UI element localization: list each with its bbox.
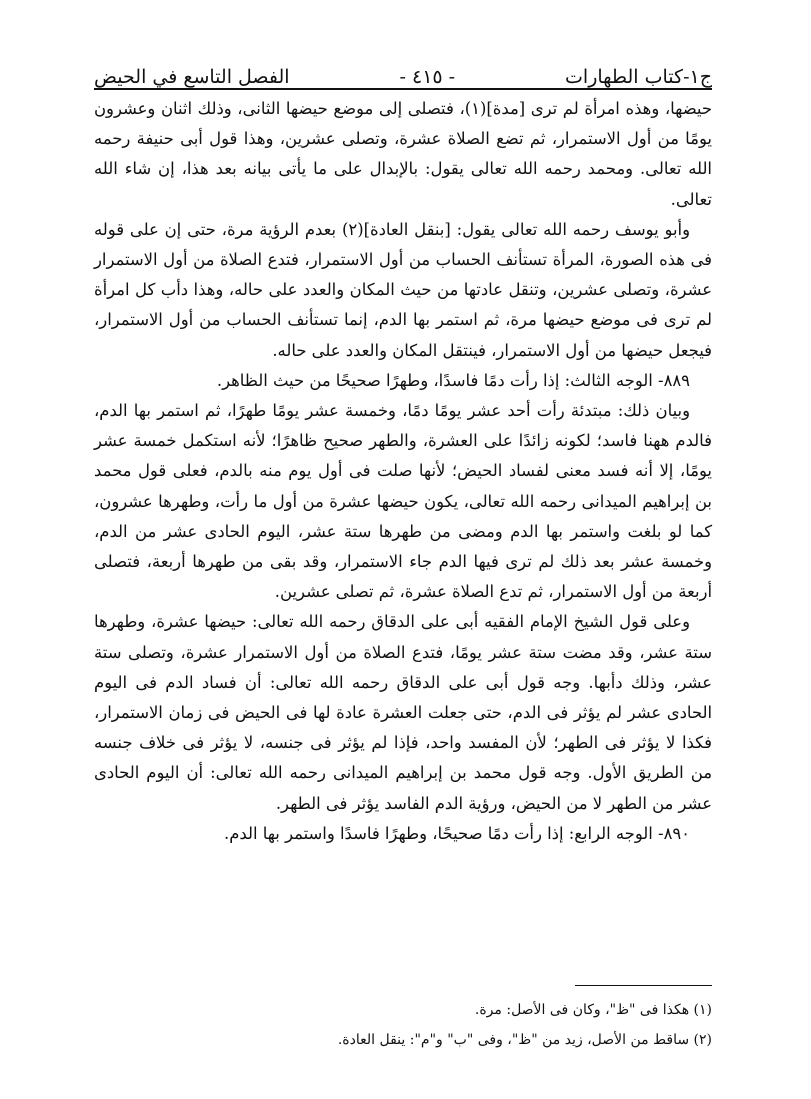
paragraph: وعلى قول الشيخ الإمام الفقيه أبى على الدقاق رحمه الله تعالى: حيضها عشرة، وطهرها ستة عشر، وقد مضت ستة عشر يومًا، فتدع الصلاة من أول الاستمرار عشرة، وتصلى ستة عشر، وذلك دأبها. وجه قول أبى على الدقاق رحمه الله تعالى: أن فساد الدم فى اليوم الحادى عشر لم يؤثر فى الدم، حتى جعلت العشرة عادة لها فى الحيض فى زمان الاستمرار، فكذا لا يؤثر فى الطهر؛ لأن المفسد واحد، فإذا لم يؤثر فى جنسه، لا يؤثر فى خلاف جنسه من الطريق الأول. وجه قول محمد بن إبراهيم الميدانى رحمه الله تعالى: أن اليوم الحادى عشر من الطهر لا من الحيض، ورؤية الدم الفاسد يؤثر فى الطهر. [94,612,712,813]
header-divider [94,88,712,90]
paragraph-section-889: ٨٨٩- الوجه الثالث: إذا رأت دمًا فاسدًا، وطهرًا صحيحًا من حيث الظاهر. [216,370,690,390]
running-header [94,60,712,88]
page-number: - ٤١٥ - [399,66,456,88]
paragraph-section-890: ٨٩٠- الوجه الرابع: إذا رأت دمًا صحيحًا، وطهرًا فاسدًا واستمر بها الدم. [224,823,690,843]
header-book-volume: ج١-كتاب الطهارات [565,66,712,88]
paragraph: حيضها، وهذه امرأة لم ترى [مدة](١)، فتصلى إلى موضع حيضها الثانى، وذلك اثنان وعشرون يومًا من أول الاستمرار، ثم تضع الصلاة عشرة، وتصلى عشرين، وهذا قول أبى حنيفة رحمه الله تعالى. ومحمد رحمه الله تعالى يقول: بالإبدال على ما يأتى بيانه بعد هذا، إن شاء الله تعالى. [94,99,712,209]
paragraph: وأبو يوسف رحمه الله تعالى يقول: [بنقل العادة](٢) بعدم الرؤية مرة، حتى إن على قوله فى هذه الصورة، المرأة تستأنف الحساب من أول الاستمرار، فتدع الصلاة من أول الاستمرار عشرة، وتصلى عشرين، وتنقل عادتها من حيث المكان والعدد على حاله، وهذا دأب كل امرأة لم ترى فى موضع حيضها مرة، ثم استمر بها الدم، إنما تستأنف الحساب من أول الاستمرار، فيجعل حيضها من أول الاستمرار، فينتقل المكان والعدد على حاله. [94,219,712,360]
paragraph: وبيان ذلك: مبتدئة رأت أحد عشر يومًا دمًا، وخمسة عشر يومًا طهرًا، ثم استمر بها الدم، فالدم ههنا فاسد؛ لكونه زائدًا على العشرة، والطهر صحيح ظاهرًا؛ لأنه استكمل خمسة عشر يومًا، إلا أنه فسد معنى لفساد الحيض؛ لأنها صلت فى أول يوم منه بالدم، فعلى قول محمد بن إبراهيم الميدانى رحمه الله تعالى، يكون حيضها عشرة من أول ما رأت، وطهرها عشرون، كما لو بلغت واستمر بها الدم ومضى من طهرها ستة عشر، اليوم الحادى عشر من الدم، وخمسة عشر بعد ذلك لم ترى فيها الدم جاء الاستمرار، وقد بقى من طهرها أربعة، فتصلى أربعة من أول الاستمرار، ثم تدع الصلاة عشرة، ثم تصلى عشرين. [94,401,712,602]
footnotes [94,995,712,1055]
footnote: (١) هكذا فى "ظ"، وكان فى الأصل: مرة. [474,1002,712,1018]
footnote-divider [575,985,712,986]
header-chapter-title: الفصل التاسع في الحيض [94,66,290,88]
main-text [94,94,712,849]
footnote: (٢) ساقط من الأصل، زيد من "ظ"، وفى "ب" و"م": ينقل العادة. [337,1032,712,1048]
